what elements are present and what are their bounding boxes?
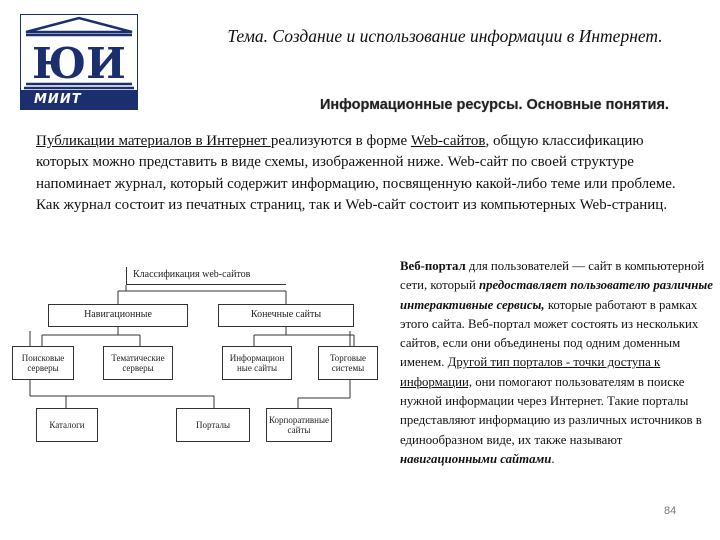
diagram-trade-systems: Торговые системы xyxy=(318,346,378,380)
portal-text-3: они помогают пользователям в поиске нужной информации через Интернет. Такие порталы представляют информацию из различных источников в единообразном виде, их также называют xyxy=(400,374,702,447)
page-number: 84 xyxy=(664,505,677,517)
diagram-info-sites: Информацион ные сайты xyxy=(222,346,292,380)
para-text-1: реализуются в форме xyxy=(270,133,411,149)
portal-text-4: . xyxy=(551,451,555,466)
para-text-2: , общую классификацию которых можно представить в виде схемы, изображенной ниже. Web-сайт по своей структуре напоминает журнал, который содержит информацию, посвященную какой-либо теме или проблеме. Как журнал состоит из печатных страниц, так и Web-сайт состоит из компьютерных Web-страниц. xyxy=(36,133,676,213)
navigational-sites-term: навигационными сайтами xyxy=(400,451,552,466)
web-portal-term: Веб-портал xyxy=(400,259,466,273)
diagram-root: Классификация web-сайтов xyxy=(126,267,286,285)
portal-description xyxy=(400,257,714,469)
diagram-portals: Порталы xyxy=(176,408,250,442)
diagram-search-servers: Поисковые серверы xyxy=(12,346,74,380)
page-title: Тема. Создание и использование информации в Интернет. xyxy=(227,26,663,46)
publications-term: Публикации материалов в Интернет xyxy=(36,133,271,149)
diagram-catalogs: Каталоги xyxy=(36,408,98,442)
section-subtitle xyxy=(320,97,669,113)
logo-letters: ЮИ xyxy=(32,39,126,88)
logo-emblem xyxy=(20,14,138,92)
diagram-final-sites: Конечные сайты xyxy=(218,304,354,327)
diagram-thematic-servers: Тематические серверы xyxy=(103,346,173,380)
classification-diagram xyxy=(8,258,367,463)
websites-term: Web-сайтов xyxy=(410,133,486,149)
portal-text-1: для пользователей — сайт в компьютерной сети, который xyxy=(400,259,705,293)
subtitle-text: Информационные ресурсы. Основные понятия xyxy=(320,97,665,113)
portal-text-2: которые работают в рамках этого сайта. Веб-портал может состоять из нескольких сайтов, если они объединены под одним доменным именем. xyxy=(400,297,699,370)
intro-paragraph xyxy=(36,131,684,216)
subtitle-period: . xyxy=(664,97,669,113)
access-points-term: Другой тип порталов - точки доступа к информации, xyxy=(400,355,661,389)
diagram-navigational: Навигационные xyxy=(48,304,188,327)
diagram-corporate-sites: Корпоративные сайты xyxy=(266,408,332,442)
interactive-services-term: предоставляет пользователю различные интерактивные сервисы, xyxy=(400,278,713,312)
logo-banner: МИИТ xyxy=(20,90,138,110)
university-logo xyxy=(20,14,138,110)
